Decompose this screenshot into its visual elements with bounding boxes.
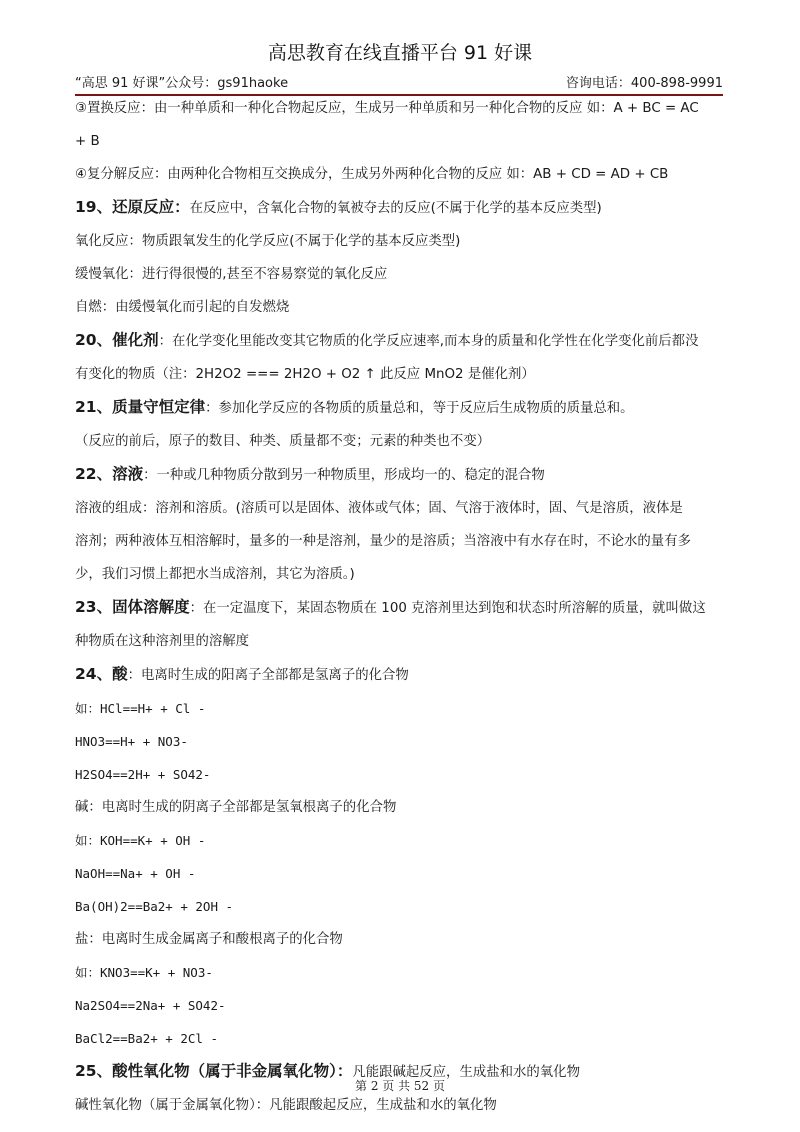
line-gap [75,983,725,995]
section-heading: 20、催化剂 [75,331,159,349]
page-header-title: 高思教育在线直播平台 91 好课 [267,42,533,64]
section-heading-line [75,664,725,686]
line-text: 缓慢氧化：进行得很慢的,甚至不容易察觉的氧化反应 [75,267,388,282]
line-gap [75,818,725,830]
text-line [75,962,725,983]
line-gap [75,219,725,231]
section-heading-line [75,597,725,619]
line-gap [75,917,725,929]
text-line [75,830,725,851]
line-text: ：电离时生成的阳离子全部都是氢离子的化合物 [127,668,409,683]
line-gap [75,285,725,297]
line-text: 碱：电离时生成的阴离子全部都是氢氧根离子的化合物 [75,800,397,815]
line-text: ：一种或几种物质分散到另一种物质里，形成均一的、稳定的混合物 [143,468,545,483]
line-gap [75,352,725,364]
text-line [75,1028,725,1049]
line-gap [75,119,725,131]
section-heading-line [75,197,725,219]
document-body [75,98,725,1128]
line-gap [75,719,725,731]
section-heading-line [75,397,725,419]
line-gap [75,752,725,764]
text-line [75,764,725,785]
text-line [75,297,725,318]
text-line [75,131,725,152]
text-line [75,995,725,1016]
line-text: 溶液的组成：溶剂和溶质。(溶质可以是固体、液体或气体；固、气溶于液体时，固、气是溶质，液体是 [75,501,683,516]
text-line [75,264,725,285]
line-text: 如：HCl==H+ + Cl - [75,701,206,716]
line-text: 如：KOH==K+ + OH - [75,833,206,848]
header-wechat-account: “高思 91 好课”公众号：gs91haoke [75,76,289,91]
line-gap [75,686,725,698]
line-text: Na2SO4==2Na+ + SO42- [75,998,226,1013]
line-gap [75,519,725,531]
line-gap [75,950,725,962]
line-text: 有变化的物质（注：2H2O2 === 2H2O + O2 ↑ 此反应 MnO2 是催化剂） [75,367,535,382]
text-line [75,797,725,818]
line-gap [75,652,725,664]
line-text: 少，我们习惯上都把水当成溶剂，其它为溶质。) [75,567,355,582]
line-gap [75,486,725,498]
page-footer: 第 2 页 共 52 页 [355,1079,445,1093]
section-heading: 25、酸性氧化物（属于非金属氧化物）： [75,1062,353,1080]
line-text: 碱性氧化物（属于金属氧化物）：凡能跟酸起反应，生成盐和水的氧化物 [75,1098,497,1113]
text-line [75,164,725,185]
line-text: 氧化反应：物质跟氧发生的化学反应(不属于化学的基本反应类型) [75,234,461,249]
line-text: BaCl2==Ba2+ + 2Cl - [75,1031,218,1046]
text-line [75,698,725,719]
header-info-bar [75,72,723,92]
text-line [75,98,725,119]
line-text: 在反应中，含氧化合物的氧被夺去的反应(不属于化学的基本反应类型) [189,201,602,216]
section-heading-line [75,330,725,352]
line-gap [75,185,725,197]
section-heading: 24、酸 [75,665,128,683]
line-text: ④复分解反应：由两种化合物相互交换成分，生成另外两种化合物的反应 如：AB + CD = AD + CB [75,167,669,182]
line-text: 盐：电离时生成金属离子和酸根离子的化合物 [75,932,343,947]
text-line [75,531,725,552]
line-text: ：在一定温度下，某固态物质在 100 克溶剂里达到饱和状态时所溶解的质量，就叫做这 [189,601,706,616]
line-gap [75,452,725,464]
line-text: 种物质在这种溶剂里的溶解度 [75,634,250,649]
line-text: NaOH==Na+ + OH - [75,866,196,881]
section-heading: 21、质量守恒定律 [75,398,206,416]
line-text: + B [75,134,100,149]
line-gap [75,1116,725,1128]
line-gap [75,619,725,631]
text-line [75,498,725,519]
line-text: （反应的前后，原子的数目、种类、质量都不变；元素的种类也不变） [75,434,491,449]
section-heading: 23、固体溶解度 [75,598,190,616]
line-gap [75,884,725,896]
line-text: ③置换反应：由一种单质和一种化合物起反应，生成另一种单质和另一种化合物的反应 如：A + BC = AC [75,101,699,116]
line-gap [75,318,725,330]
line-gap [75,1016,725,1028]
text-line [75,896,725,917]
line-text: 溶剂；两种液体互相溶解时，量多的一种是溶剂，量少的是溶质；当溶液中有水存在时，不论水的量有多 [75,534,691,549]
line-gap [75,1049,725,1061]
line-text: H2SO4==2H+ + SO42- [75,767,211,782]
header-phone: 咨询电话：400-898-9991 [565,76,723,91]
line-gap [75,585,725,597]
text-line [75,231,725,252]
line-text: 自燃：由缓慢氧化而引起的自发燃烧 [75,300,290,315]
section-heading-line [75,464,725,486]
text-line [75,863,725,884]
line-text: 如：KNO3==K+ + NO3- [75,965,213,980]
line-gap [75,785,725,797]
section-heading: 19、还原反应： [75,198,190,216]
text-line [75,929,725,950]
line-text: 凡能跟碱起反应，生成盐和水的氧化物 [352,1065,580,1080]
text-line [75,364,725,385]
line-gap [75,552,725,564]
text-line [75,731,725,752]
text-line [75,564,725,585]
line-gap [75,252,725,264]
line-text: Ba(OH)2==Ba2+ + 2OH - [75,899,234,914]
line-gap [75,851,725,863]
text-line [75,431,725,452]
line-text: ：在化学变化里能改变其它物质的化学反应速率,而本身的质量和化学性在化学变化前后都没 [158,334,699,349]
line-gap [75,385,725,397]
text-line [75,1095,725,1116]
line-gap [75,152,725,164]
line-gap [75,419,725,431]
section-heading: 22、溶液 [75,465,144,483]
header-divider [75,94,723,96]
line-text: HNO3==H+ + NO3- [75,734,188,749]
text-line [75,631,725,652]
line-text: ：参加化学反应的各物质的质量总和，等于反应后生成物质的质量总和。 [205,401,634,416]
